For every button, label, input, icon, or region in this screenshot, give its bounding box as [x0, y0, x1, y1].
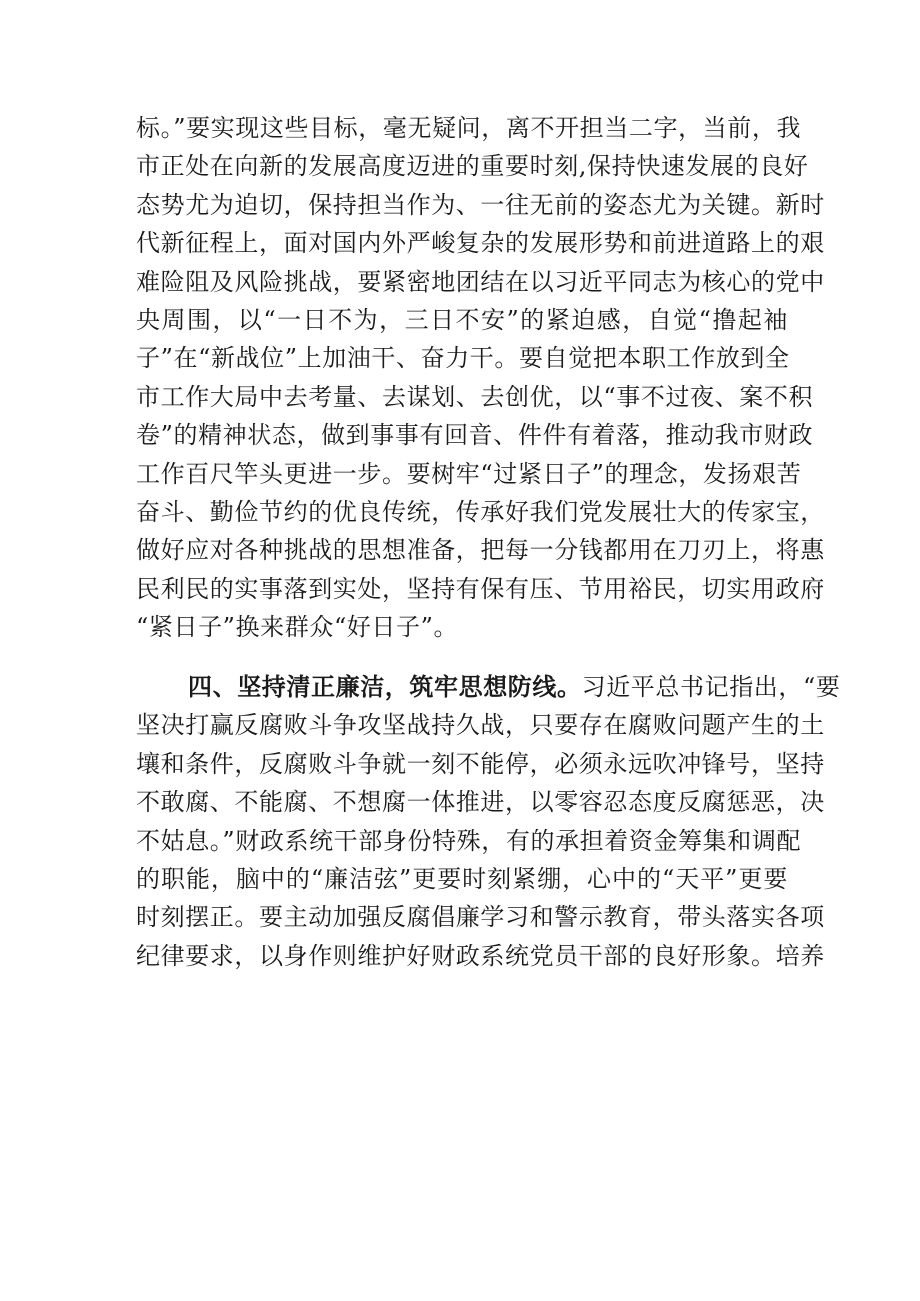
text-line: 难险阻及风险挑战，要紧密地团结在以习近平同志为核心的党中 [136, 267, 825, 296]
text-line: 子”在“新战位”上加油干、奋力干。要自觉把本职工作放到全 [136, 344, 790, 373]
text-line: 央周围，以“一日不为，三日不安”的紧迫感，自觉“撸起袖 [136, 305, 788, 334]
text-line: 不姑息。”财政系统干部身份特殊，有的承担着资金筹集和调配 [136, 826, 802, 855]
text-line: “紧日子”换来群众“好日子”。 [136, 613, 459, 642]
text-line: 市工作大局中去考量、去谋划、去创优，以“事不过夜、案不积 [136, 382, 814, 411]
text-line: 坚决打赢反腐败斗争攻坚战持久战，只要存在腐败问题产生的土 [136, 711, 825, 740]
text-line: 代新征程上，面对国内外严峻复杂的发展形势和前进道路上的艰 [136, 229, 825, 258]
text-line: 时刻摆正。要主动加强反腐倡廉学习和警示教育，带头落实各项 [136, 903, 825, 932]
text-line: 不敢腐、不能腐、不想腐一体推进，以零容忍态度反腐惩恶，决 [136, 788, 825, 817]
text-line: 做好应对各种挑战的思想准备，把每一分钱都用在刀刃上，将惠 [136, 536, 825, 565]
document-body [136, 109, 841, 975]
section-heading: 四、坚持清正廉洁，筑牢思想防线。 [188, 672, 582, 702]
text-line: 纪律要求，以身作则维护好财政系统党员干部的良好形象。培养 [136, 941, 825, 970]
text-line: 卷”的精神状态，做到事事有回音、件件有着落，推动我市财政 [136, 421, 814, 450]
text-line: 标。”要实现这些目标，毫无疑问，离不开担当二字，当前，我 [136, 114, 802, 142]
text-line: 民利民的实事落到实处，坚持有保有压、节用裕民，切实用政府 [136, 574, 825, 603]
text-line: 壤和条件，反腐败斗争就一刻不能停，必须永远吹冲锋号，坚持 [136, 749, 825, 778]
text-line: 奋斗、勤俭节约的优良传统，传承好我们党发展壮大的传家宝， [136, 497, 825, 526]
text-line: 市正处在向新的发展高度迈进的重要时刻,保持快速发展的良好 [136, 152, 809, 181]
paragraph-integrity [136, 668, 841, 975]
section-heading-line [136, 668, 841, 706]
text-line: 工作百尺竿头更进一步。要树牢“过紧日子”的理念，发扬艰苦 [136, 459, 802, 488]
paragraph-austerity [136, 109, 825, 668]
text-line: 态势尤为迫切，保持担当作为、一往无前的姿态尤为关键。新时 [136, 190, 825, 219]
heading-line-text: 习近平总书记指出，“要 [581, 673, 841, 702]
text-line: 的职能，脑中的“廉洁弦”更要时刻紧绷，心中的“天平”更要 [136, 865, 788, 894]
